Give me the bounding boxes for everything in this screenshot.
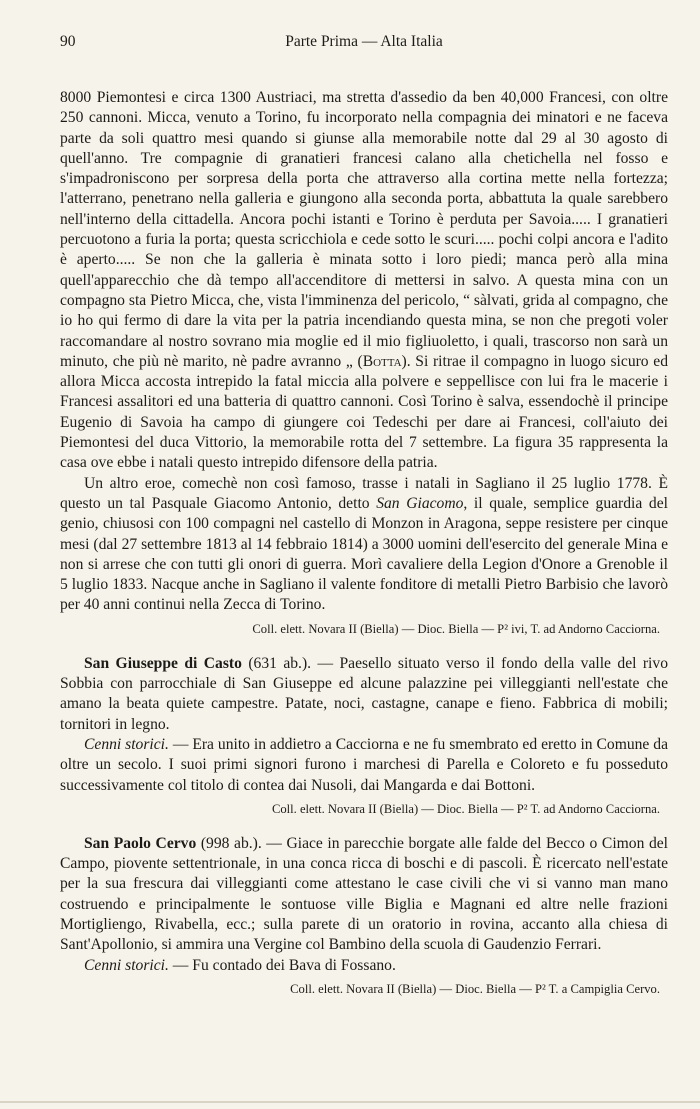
running-title: Parte Prima — Alta Italia <box>285 33 443 50</box>
paolo-entry <box>60 834 668 956</box>
san-giacomo-text-end: , il quale, semplice guardia del genio, chiusosi con 100 compagni nel castello di Monzon in Aragona, seppe resistere per cinque mesi (dal 27 settembre 1813 al 14 febbraio 1814) a 3000 uomini dell'esercito del generale Mina e non si arrese che con tutti gli onori di guerra. Morì cavaliere della Legion d'Onore a Grenoble il 5 luglio 1833. Nacque anche in Sagliano il valente fonditore di metalli Pietro Barbisio che lavorò per 40 anni continui nella Zecca di Torino. <box>60 494 668 614</box>
micca-paragraph <box>60 88 668 474</box>
giuseppe-cenni-label: Cenni storici. <box>84 735 169 753</box>
giuseppe-title: San Giuseppe di Casto <box>84 654 242 672</box>
san-giacomo-text: Un altro eroe, comechè non così famoso, trasse i natali in Sagliano il 25 luglio 1778. È questo un tal Pasquale Giacomo Antonio, detto <box>60 474 668 512</box>
giuseppe-entry <box>60 654 668 735</box>
paolo-cenni-label: Cenni storici. <box>84 956 169 974</box>
san-giacomo-name: San Giacomo <box>376 494 464 512</box>
botta-citation: Botta <box>362 352 402 370</box>
giuseppe-cenni <box>60 735 668 796</box>
micca-text-end: ). Si ritrae il compagno in luogo sicuro ed allora Micca accosta intrepido la fatal miccia alla polvere e seppellisce con lui fra le macerie i Francesi assalitori ed una batteria di quattro cannoni. Così Torino è salva, essendochè il principe Eugenio di Savoia ha campo di giungere coi Tedeschi per dare ai Francesi, coll'aiuto dei Piemontesi del duca Vittorio, la memorabile rotta del 7 settembre. La figura 35 rappresenta la casa ove ebbe i natali questo intrepido difensore della patria. <box>60 352 668 472</box>
giuseppe-cenni-text: — Era unito in addietro a Cacciorna e ne fu smembrato ed eretto in Comune da oltre un secolo. I suoi primi signori furono i marchesi di Parella e Coloreto e fu posseduto successivamente col titolo di contea dai Nusoli, dai Mangarda e dai Bottoni. <box>60 735 668 794</box>
giuseppe-note: Coll. elett. Novara II (Biella) — Dioc. Biella — P² T. ad Andorno Cacciorna. <box>271 801 660 816</box>
paolo-desc: (998 ab.). — Giace in parecchie borgate alle falde del Becco o Cimon del Campo, piovente settentrionale, in una conca ricca di boschi e di pascoli. È ricercato nell'estate per la sua frescura dai villeggianti come attestano le case civili che vi si vanno man mano costruendo e principalmente le sontuose ville Biglia e Magnani ed altre nelle frazioni Mortigliengo, Rivabella, ecc.; sulla parete di un oratorio in rovina, accanto alla chiesa di Sant'Apollonio, si ammira una Vergine col Bambino della scuola di Gaudenzio Ferrari. <box>60 834 669 954</box>
page-edge <box>0 1101 700 1103</box>
paolo-cenni-text: — Fu contado dei Bava di Fossano. <box>168 956 396 974</box>
sagliano-note: Coll. elett. Novara II (Biella) — Dioc. Biella — P² ivi, T. ad Andorno Cacciorna. <box>252 621 660 636</box>
section-gap <box>60 817 668 834</box>
paolo-note: Coll. elett. Novara II (Biella) — Dioc. Biella — P² T. a Campiglia Cervo. <box>290 981 660 996</box>
paolo-cenni <box>60 956 668 976</box>
page-header <box>60 33 668 55</box>
san-giacomo-paragraph <box>60 474 668 616</box>
section-gap <box>60 637 668 654</box>
giuseppe-desc: (631 ab.). — Paesello situato verso il fondo della valle del rivo Sobbia con parrocchiale di San Giuseppe ed alcune palazzine pei villeggianti nell'estate che amano la beata quiete campestre. Patate, noci, castagne, canape e fieno. Fabbrica di mobili; tornitori in legno. <box>60 654 668 733</box>
page-body <box>60 88 668 997</box>
paolo-title: San Paolo Cervo <box>84 834 197 852</box>
page-number: 90 <box>60 33 76 50</box>
micca-text: 8000 Piemontesi e circa 1300 Austriaci, ma stretta d'assedio da ben 40,000 Francesi, con oltre 250 cannoni. Micca, venuto a Torino, fu incorporato nella compagnia dei minatori e ne faceva parte da soli quattro mesi quando si giunse alla memorabile notte dal 29 al 30 agosto di quell'anno. Tre compagnie di granatieri francesi calano alla chetichella nel fosso e s'impadroniscono per sorpresa della porta che attraverso alla cortina mette nella fortezza; l'atterrano, penetrano nella galleria e giungono alla seconda porta, abbattuta la quale sarebbero nell'interno della cittadella. Ancora pochi istanti e Torino è perduta per Savoia..... I granatieri percuotono a furia la porta; questa scricchiola e cede sotto le scuri..... pochi colpi ancora e l'adito è aperto..... Se non che la galleria è minata sotto i loro piedi; manca però alla mina quell'apparecchio che dà tempo all'accenditore di mettersi in salvo. A questa mina con un compagno sta Pietro Micca, che, vista l'imminenza del pericolo, “ sàlvati, grida al compagno, che io ho qui fermo di dare la vita per la patria incendiando questa mina, se non che pregoti voler raccomandare al nostro sovrano mia moglie ed il mio figliuoletto, i quali, trascorso non sarà un minuto, che più nè marito, nè padre avranno „ ( <box>60 89 668 370</box>
